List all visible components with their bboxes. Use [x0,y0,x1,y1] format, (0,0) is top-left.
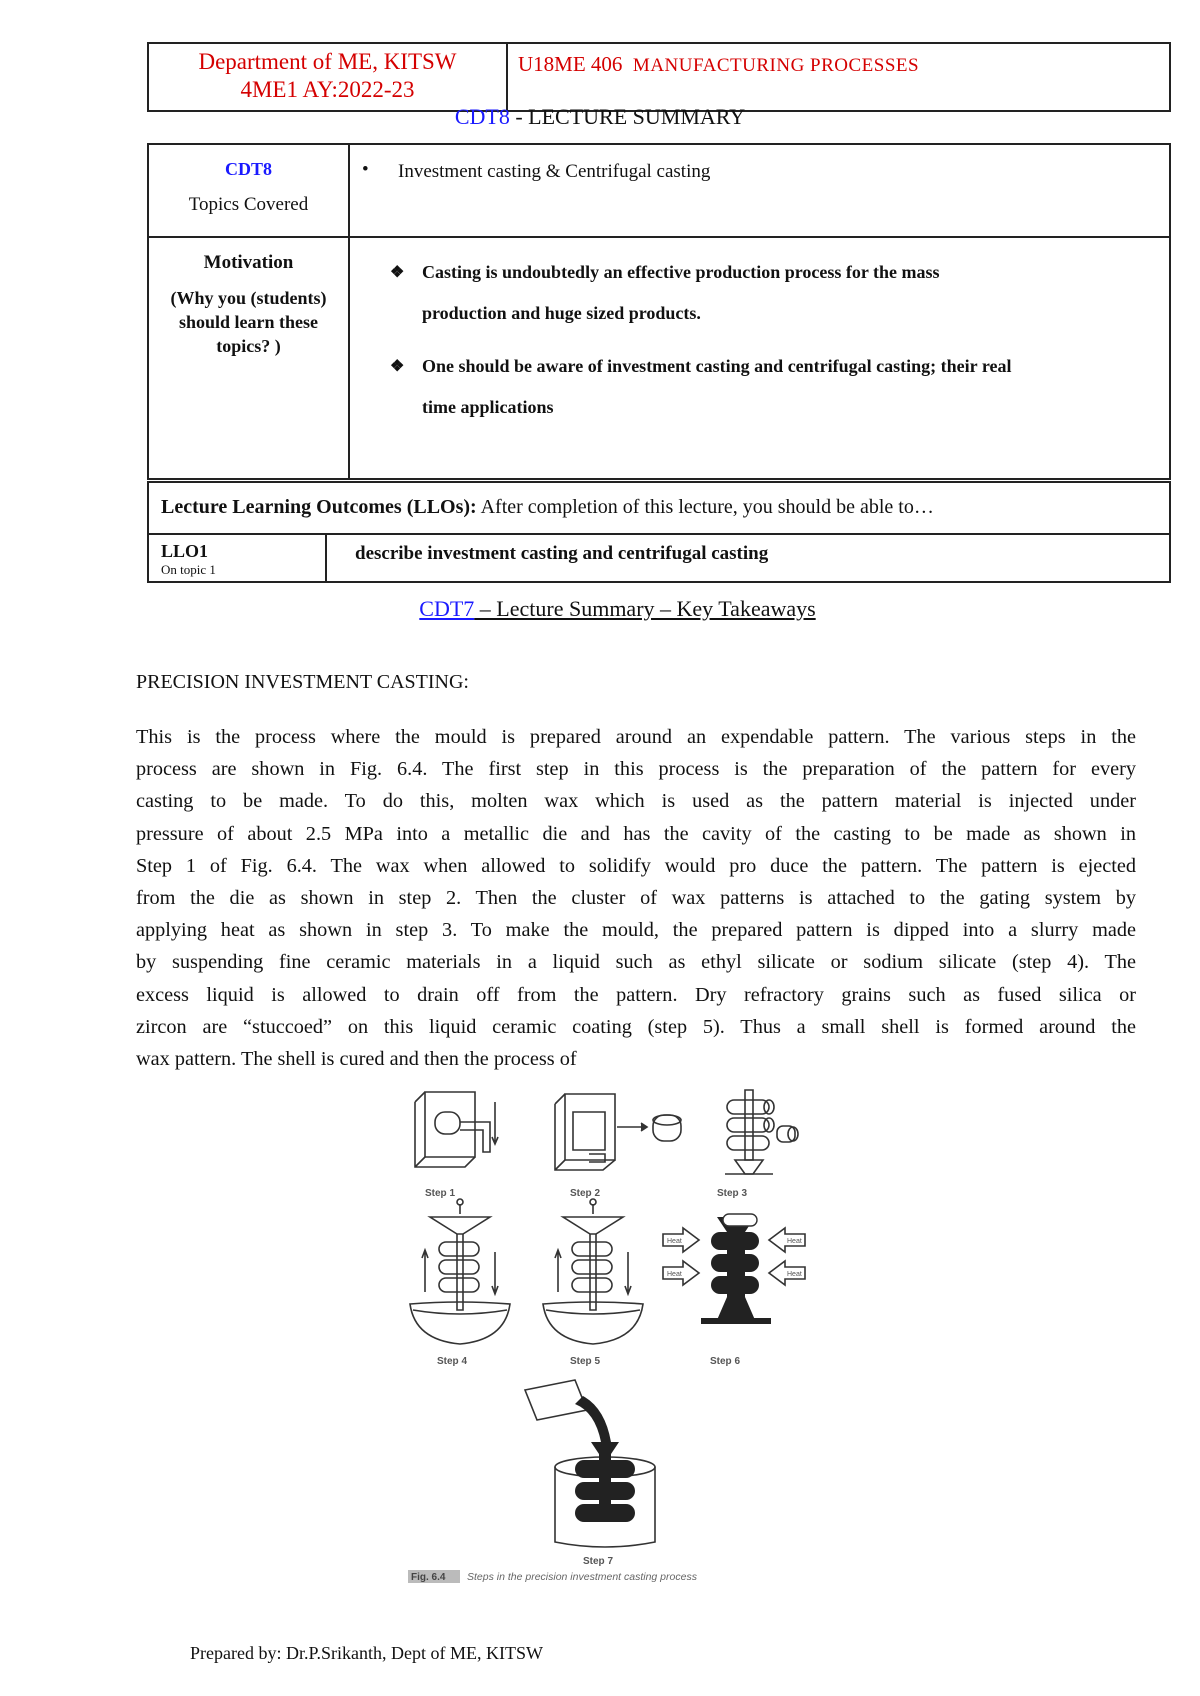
motivation-subtitle: (Why you (students) should learn these topics? ) [170,288,327,356]
motivation-label: Motivation [203,252,294,273]
heat-label: Heat [667,1238,682,1245]
paragraph-line: This is the process where the mould is prepared around an expendable pattern. The various steps in the [136,726,1136,748]
llo-heading-cell [148,482,1170,534]
summary-cdt-code: CDT8 [454,104,510,129]
step1-die-illustration [415,1092,498,1167]
bullet-dot: • [362,159,369,180]
motivation-label-cell [148,237,349,479]
paragraph-line: casting to be made. To do this, molten wax which is used as the pattern material is injected under [136,790,1136,813]
motivation-point-line1: Casting is undoubtedly an effective production process for the mass [422,262,940,282]
header-table [147,42,1171,112]
topics-covered-label: Topics Covered [188,194,309,215]
heat-label: Heat [787,1238,802,1245]
key-takeaways-heading [0,596,1200,622]
paragraph-line: wax pattern. The shell is cured and then the process of [136,1048,577,1071]
paragraph-line: excess liquid is allowed to drain off from the pattern. Dry refractory grains such as fused silica or [136,983,1136,1006]
diamond-bullet-icon: ❖ [390,358,405,375]
department-name: Department of ME, KITSW [198,49,457,74]
step6-shell-mould [701,1217,771,1324]
llo-topic-ref: On topic 1 [161,562,216,577]
motivation-point-line1: One should be aware of investment casting and centrifugal casting; their real [422,356,1012,376]
summary-title-text: - LECTURE SUMMARY [509,104,746,129]
course-code: U18ME 406 [518,52,623,76]
step1-label: Step 1 [425,1188,456,1199]
takeaways-title: – Lecture Summary – Key Takeaways [474,596,816,621]
motivation-cell [349,237,1170,479]
heat-label: Heat [667,1271,682,1278]
department-cell [148,43,507,111]
footer-prepared-by: Prepared by: Dr.P.Srikanth, Dept of ME, KITSW [190,1643,543,1663]
topics-motivation-table [147,143,1171,480]
step4-label: Step 4 [437,1356,468,1367]
course-cell [507,43,1170,111]
motivation-point-line2: production and huge sized products. [422,303,701,323]
topics-cell [349,144,1170,237]
paragraph-line: from the die as shown in step 2. Then the cluster of wax patterns is attached to the gating system by [136,887,1136,910]
investment-casting-figure [405,1082,835,1587]
paragraph-line: zircon are “stuccoed” on this liquid ceramic coating (step 5). Thus a small shell is formed around the [136,1015,1136,1038]
paragraph-line: process are shown in Fig. 6.4. The first step in this process is the preparation of the pattern for every [136,758,1136,781]
paragraph-line: Step 1 of Fig. 6.4. The wax when allowed to solidify would pro duce the pattern. The pattern is ejected [136,854,1136,877]
step7-label: Step 7 [583,1556,614,1567]
course-name: MANUFACTURING PROCESSES [632,55,920,76]
motivation-point [390,346,1161,428]
llo-heading: Lecture Learning Outcomes (LLOs): [161,496,477,518]
llo-code-cell [148,534,326,582]
step5-stucco-illustration [543,1199,643,1344]
section-heading: PRECISION INVESTMENT CASTING: [136,671,469,693]
paragraph-line: pressure of about 2.5 MPa into a metallic die and has the cavity of the casting to be made as shown in [136,822,1136,845]
llo-text-cell [326,534,1170,582]
diamond-bullet-icon: ❖ [390,264,405,281]
figure-number: Fig. 6.4 [411,1572,446,1583]
academic-year: 4ME1 AY:2022-23 [240,77,415,102]
paragraph-line: by suspending fine ceramic materials in a liquid such as ethyl silicate or sodium silicate (step 4). The [136,951,1136,974]
topic-item [362,161,1169,183]
topics-cdt-code: CDT8 [224,159,272,179]
heat-label: Heat [787,1271,802,1278]
motivation-list [390,252,1161,428]
step2-ejection-illustration [555,1094,681,1170]
llo-description: describe investment casting and centrifugal casting [355,543,769,564]
llo-heading-rest: After completion of this lecture, you should be able to… [476,496,934,518]
step3-label: Step 3 [717,1188,748,1199]
motivation-point-line2: time applications [422,397,554,417]
step4-dipping-illustration [410,1199,510,1344]
step6-label: Step 6 [710,1356,741,1367]
motivation-point [390,252,1161,334]
figure-caption: Steps in the precision investment casting process [467,1571,697,1583]
paragraph-line: applying heat as shown in step 3. To make the mould, the prepared pattern is dipped into a slurry made [136,919,1136,942]
topics-label-cell [148,144,349,237]
llo-table [147,481,1171,583]
topic-text: Investment casting & Centrifugal casting [398,161,711,182]
step2-label: Step 2 [570,1188,601,1199]
body-paragraph [136,721,1136,1075]
step3-cluster-illustration [725,1090,798,1174]
lecture-summary-title [0,104,1200,130]
takeaways-cdt-link[interactable]: CDT7 [419,596,475,621]
llo-code: LLO1 [161,541,209,561]
step7-molten-metal [575,1396,635,1522]
step5-label: Step 5 [570,1356,601,1367]
